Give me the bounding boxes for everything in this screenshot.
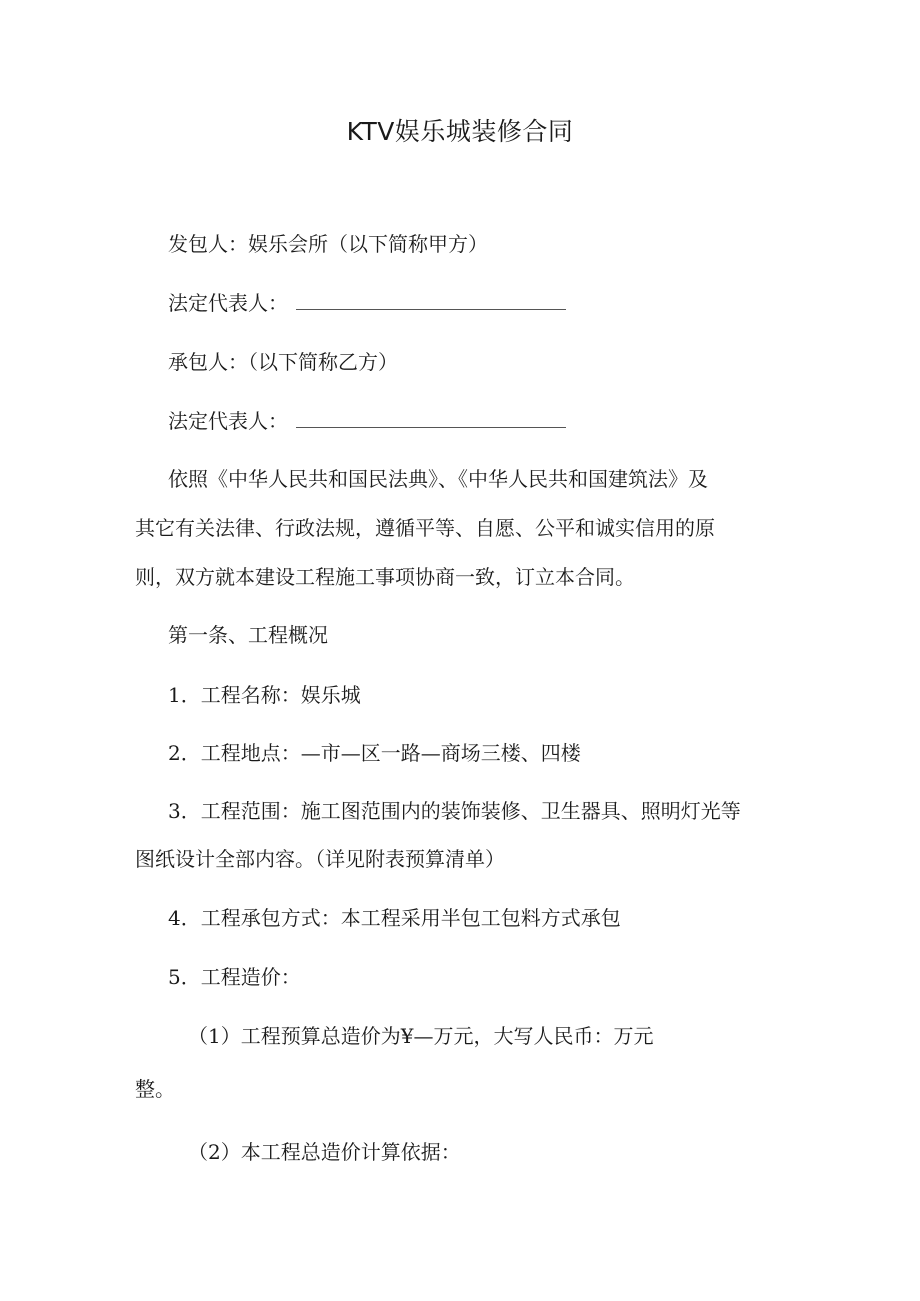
contractor-representative-blank (296, 410, 566, 428)
article-1-sub-1-line-1: （1）工程预算总造价为¥—万元，大写人民币：万元 (188, 1024, 654, 1048)
article-1-item-1: 1．工程名称：娱乐城 (168, 683, 361, 707)
article-1-item-3-line-1: 3．工程范围：施工图范围内的装饰装修、卫生器具、照明灯光等 (168, 799, 741, 823)
article-1-item-3-line-2: 图纸设计全部内容。（详见附表预算清单） (135, 847, 505, 871)
article-1-item-5: 5．工程造价： (168, 965, 301, 989)
article-1-sub-1-line-2: 整。 (135, 1077, 175, 1101)
contractor-representative-line (168, 407, 566, 435)
employer-line: 发包人：娱乐会所（以下简称甲方） (168, 232, 488, 256)
contractor-line: 承包人：（以下简称乙方） (168, 350, 398, 374)
employer-representative-line (168, 289, 566, 317)
preamble-line-3: 则，双方就本建设工程施工事项协商一致，订立本合同。 (135, 565, 635, 589)
article-1-item-2: 2．工程地点：—市—区一路—商场三楼、四楼 (168, 741, 581, 765)
preamble-line-2: 其它有关法律、行政法规，遵循平等、自愿、公平和诚实信用的原 (135, 516, 715, 540)
employer-representative-blank (296, 292, 566, 310)
contractor-representative-label: 法定代表人： (168, 409, 288, 433)
employer-representative-label: 法定代表人： (168, 291, 288, 315)
document-title: KTV娱乐城装修合同 (346, 117, 574, 146)
article-1-item-4: 4．工程承包方式：本工程采用半包工包料方式承包 (168, 906, 621, 930)
preamble-line-1: 依照《中华人民共和国民法典》、《中华人民共和国建筑法》及 (168, 467, 708, 491)
article-1-sub-2: （2）本工程总造价计算依据： (188, 1140, 461, 1164)
article-1-heading: 第一条、工程概况 (168, 623, 328, 647)
